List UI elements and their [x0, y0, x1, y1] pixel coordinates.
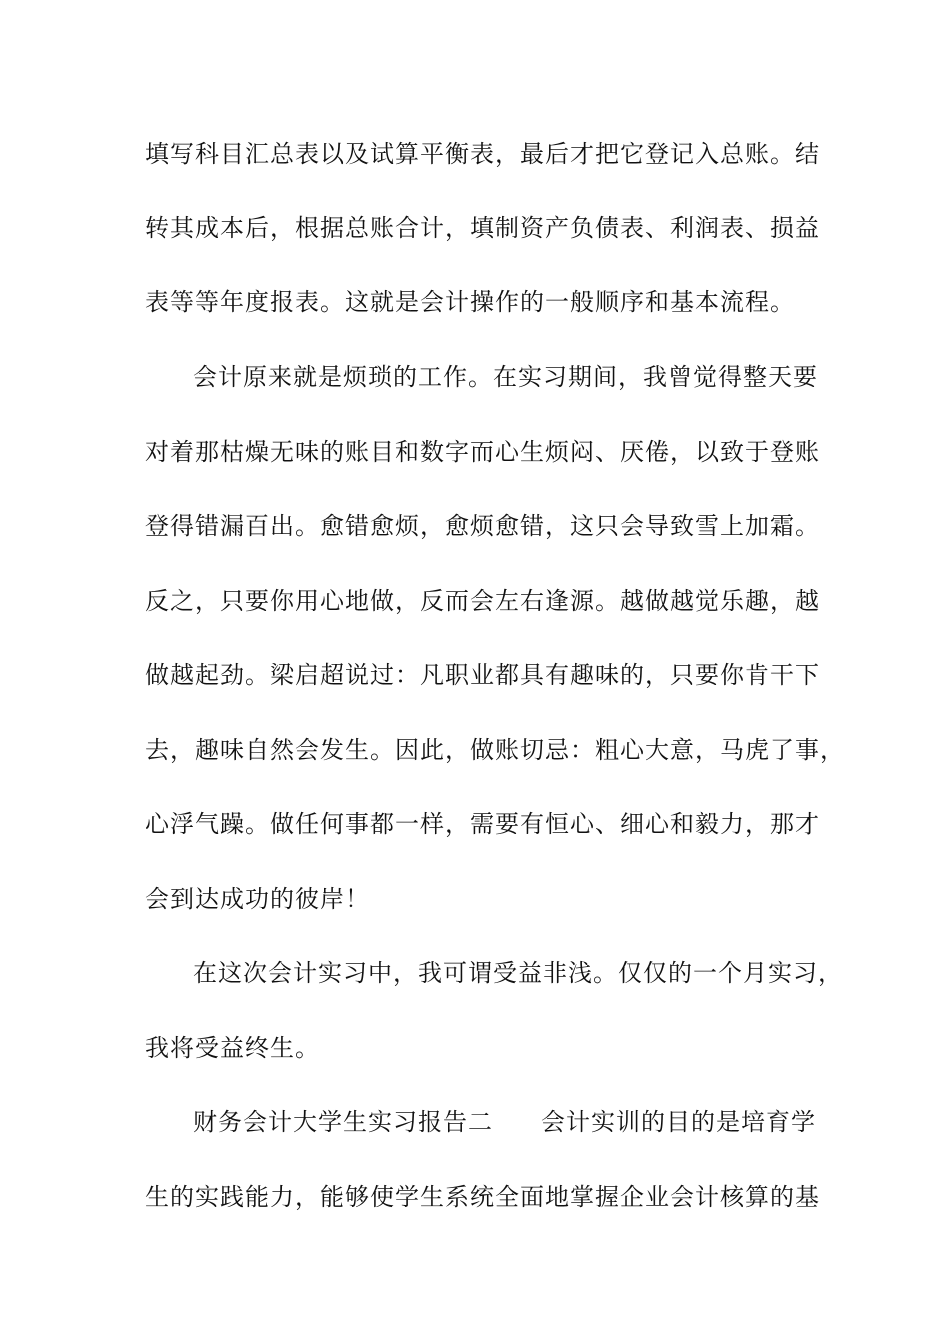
heading-continuation-text: 会计实训的目的是培育学 — [541, 1108, 816, 1136]
text-line: 生的实践能力，能够使学生系统全面地掌握企业会计核算的基 — [145, 1183, 820, 1211]
paragraph-first-line: 在这次会计实习中，我可谓受益非浅。仅仅的一个月实习， — [193, 959, 843, 987]
text-line: 做越起劲。梁启超说过：凡职业都具有趣味的，只要你肯干下 — [145, 661, 820, 689]
paragraph-first-line: 会计原来就是烦琐的工作。在实习期间，我曾觉得整天要 — [193, 363, 818, 391]
text-line: 对着那枯燥无味的账目和数字而心生烦闷、厌倦，以致于登账 — [145, 438, 820, 466]
text-line: 转其成本后，根据总账合计，填制资产负债表、利润表、损益 — [145, 214, 820, 242]
text-line: 登得错漏百出。愈错愈烦，愈烦愈错，这只会导致雪上加霜。 — [145, 512, 820, 540]
text-line: 会到达成功的彼岸！ — [145, 885, 370, 913]
text-line: 心浮气躁。做任何事都一样，需要有恒心、细心和毅力，那才 — [145, 810, 820, 838]
text-line: 我将受益终生。 — [145, 1034, 320, 1062]
section-heading-line — [193, 1102, 815, 1142]
text-line: 表等等年度报表。这就是会计操作的一般顺序和基本流程。 — [145, 288, 795, 316]
text-line: 反之，只要你用心地做，反而会左右逢源。越做越觉乐趣，越 — [145, 587, 820, 615]
text-line: 填写科目汇总表以及试算平衡表，最后才把它登记入总账。结 — [145, 140, 820, 168]
text-line: 去，趣味自然会发生。因此，做账切忌：粗心大意，马虎了事， — [145, 736, 845, 764]
section-heading: 财务会计大学生实习报告二 — [193, 1108, 493, 1136]
